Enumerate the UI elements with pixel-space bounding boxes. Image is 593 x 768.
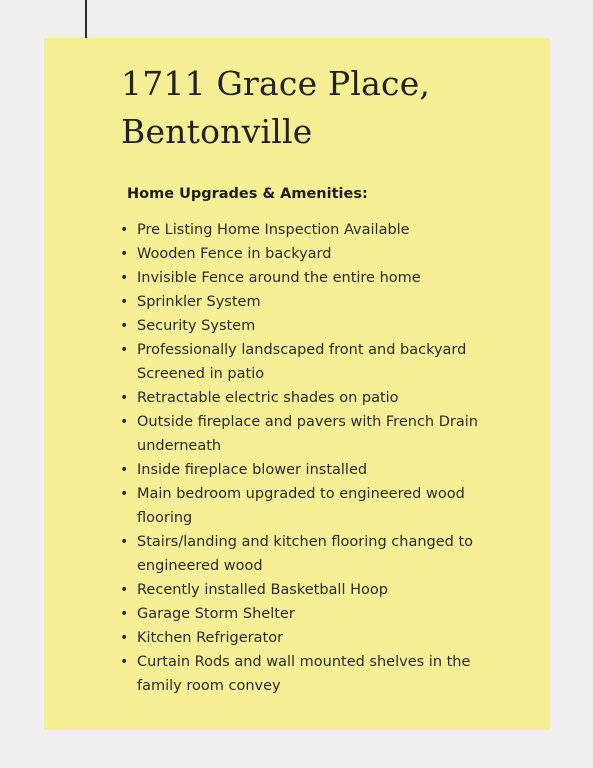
bullet-icon: • xyxy=(120,270,129,286)
list-item-text: Invisible Fence around the entire home xyxy=(137,270,421,286)
title-address-line: 1711 Grace Place, xyxy=(121,64,431,103)
bullet-icon: • xyxy=(120,630,129,646)
list-item-text: Wooden Fence in backyard xyxy=(137,246,332,262)
list-item-text: Stairs/landing and kitchen flooring changed to engineered wood xyxy=(137,534,474,574)
list-item xyxy=(120,530,510,578)
amenities-list xyxy=(120,218,510,698)
list-item xyxy=(120,626,510,650)
list-item-text: Kitchen Refrigerator xyxy=(137,630,284,646)
bullet-icon: • xyxy=(120,246,129,262)
list-item-text: Sprinkler System xyxy=(137,294,261,310)
list-item-text: Inside fireplace blower installed xyxy=(137,462,368,478)
bullet-icon: • xyxy=(120,462,129,478)
bullet-icon: • xyxy=(120,414,129,430)
bullet-icon: • xyxy=(120,486,129,502)
list-item-text: Recently installed Basketball Hoop xyxy=(137,582,388,598)
bullet-icon: • xyxy=(120,222,129,238)
list-item-text: Professionally landscaped front and backyard Screened in patio xyxy=(137,342,467,382)
bullet-icon: • xyxy=(120,390,129,406)
list-item-text: Retractable electric shades on patio xyxy=(137,390,399,406)
list-item xyxy=(120,242,510,266)
bullet-icon: • xyxy=(120,534,129,550)
list-item xyxy=(120,386,510,410)
list-item xyxy=(120,458,510,482)
list-item xyxy=(120,218,510,242)
amenities-heading: Home Upgrades & Amenities: xyxy=(127,186,368,202)
page-title xyxy=(121,60,430,156)
list-item-text: Main bedroom upgraded to engineered wood flooring xyxy=(137,486,465,526)
list-item-text: Garage Storm Shelter xyxy=(137,606,295,622)
list-item xyxy=(120,602,510,626)
bullet-icon: • xyxy=(120,654,129,670)
list-item-text: Outside fireplace and pavers with French Drain underneath xyxy=(137,414,478,454)
list-item xyxy=(120,266,510,290)
list-item-text: Security System xyxy=(137,318,256,334)
bullet-icon: • xyxy=(120,582,129,598)
list-item xyxy=(120,482,510,530)
list-item xyxy=(120,290,510,314)
bullet-icon: • xyxy=(120,294,129,310)
title-city-line: Bentonville xyxy=(121,112,313,151)
list-item xyxy=(120,314,510,338)
list-item-text: Pre Listing Home Inspection Available xyxy=(137,222,410,238)
bullet-icon: • xyxy=(120,318,129,334)
bullet-icon: • xyxy=(120,606,129,622)
list-item xyxy=(120,650,510,698)
list-item xyxy=(120,578,510,602)
list-item-text: Curtain Rods and wall mounted shelves in the family room convey xyxy=(137,654,471,694)
list-item xyxy=(120,338,510,386)
bullet-icon: • xyxy=(120,342,129,358)
list-item xyxy=(120,410,510,458)
